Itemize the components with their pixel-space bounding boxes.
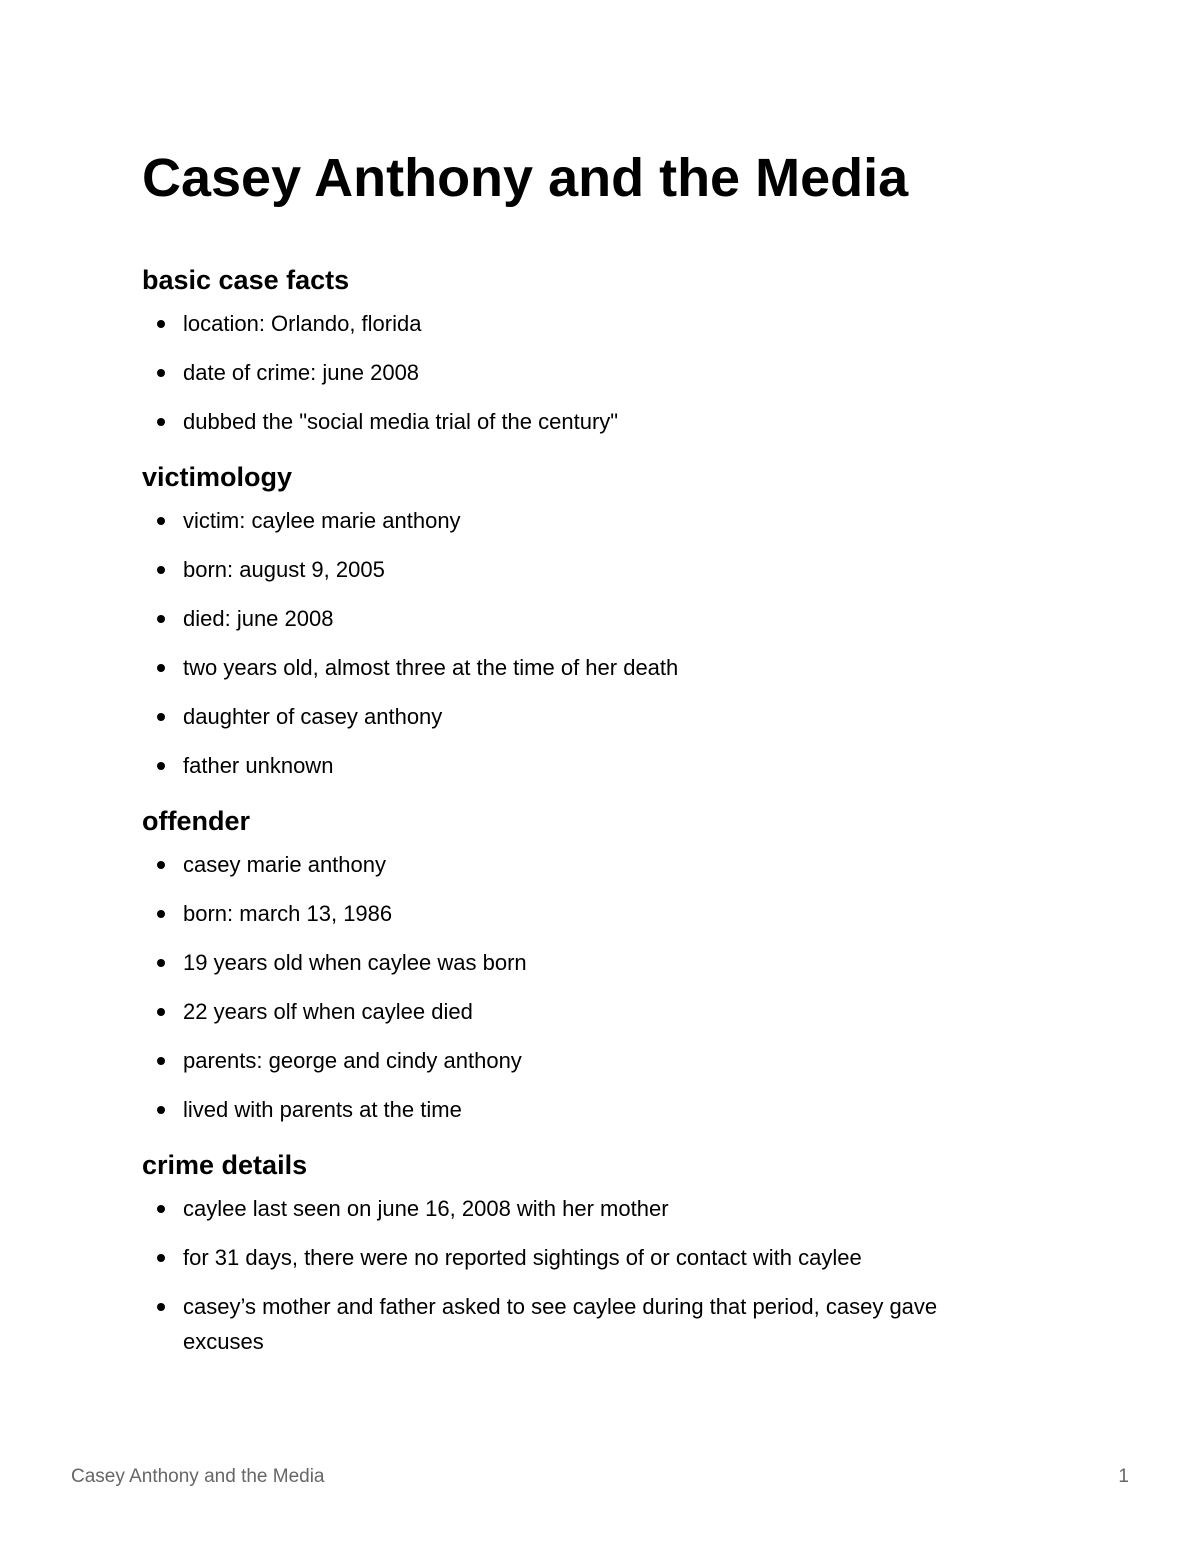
section-offender [142,805,1022,1127]
bullet-icon [157,1008,165,1016]
bullet-list [142,306,1022,439]
list-item-text: victim: caylee marie anthony [183,508,461,533]
list-item-text: two years old, almost three at the time of her death [183,655,679,680]
bullet-icon [157,566,165,574]
list-item [142,1240,1022,1275]
list-item-text: 22 years olf when caylee died [183,999,473,1024]
list-item [142,601,1022,636]
list-item [142,355,1022,390]
bullet-list [142,847,1022,1127]
bullet-icon [157,418,165,426]
bullet-icon [157,1205,165,1213]
bullet-icon [157,1303,165,1311]
list-item-text: location: Orlando, florida [183,311,422,336]
list-item-text: 19 years old when caylee was born [183,950,527,975]
list-item [142,404,1022,439]
document-body [142,146,1022,1381]
bullet-icon [157,1057,165,1065]
document-title: Casey Anthony and the Media [142,148,909,208]
bullet-icon [157,713,165,721]
list-item [142,1191,1022,1226]
bullet-icon [157,1106,165,1114]
bullet-icon [157,762,165,770]
list-item-text: casey’s mother and father asked to see caylee during that period, casey gave excuses [183,1294,938,1354]
bullet-icon [157,369,165,377]
list-item [142,1092,1022,1127]
list-item-text: date of crime: june 2008 [183,360,420,385]
section-basic-case-facts [142,264,1022,439]
bullet-icon [157,910,165,918]
list-item-text: born: march 13, 1986 [183,901,393,926]
list-item-text: parents: george and cindy anthony [183,1048,522,1073]
list-item-text: born: august 9, 2005 [183,557,385,582]
list-item [142,994,1022,1029]
list-item-text: lived with parents at the time [183,1097,462,1122]
list-item-text: died: june 2008 [183,606,334,631]
bullet-icon [157,320,165,328]
list-item [142,847,1022,882]
list-item-text: dubbed the "social media trial of the century" [183,409,619,434]
bullet-list [142,503,1022,783]
list-item-text: daughter of casey anthony [183,704,443,729]
list-item [142,306,1022,341]
section-heading: basic case facts [142,265,350,295]
bullet-icon [157,517,165,525]
list-item [142,503,1022,538]
list-item [142,748,1022,783]
section-heading: crime details [142,1150,308,1180]
list-item-text: for 31 days, there were no reported sightings of or contact with caylee [183,1245,862,1270]
list-item-text: caylee last seen on june 16, 2008 with her mother [183,1196,669,1221]
list-item-text: casey marie anthony [183,852,386,877]
list-item [142,1043,1022,1078]
list-item [142,552,1022,587]
list-item [142,650,1022,685]
list-item-text: father unknown [183,753,334,778]
section-crime-details [142,1149,1022,1359]
list-item [142,1289,1022,1359]
list-item [142,699,1022,734]
page-number: 1 [1118,1466,1129,1487]
bullet-icon [157,615,165,623]
section-heading: victimology [142,462,293,492]
list-item [142,896,1022,931]
bullet-icon [157,959,165,967]
list-item [142,945,1022,980]
footer-title: Casey Anthony and the Media [71,1466,325,1487]
section-victimology [142,461,1022,783]
bullet-icon [157,861,165,869]
section-heading: offender [142,806,250,836]
bullet-list [142,1191,1022,1359]
bullet-icon [157,664,165,672]
bullet-icon [157,1254,165,1262]
